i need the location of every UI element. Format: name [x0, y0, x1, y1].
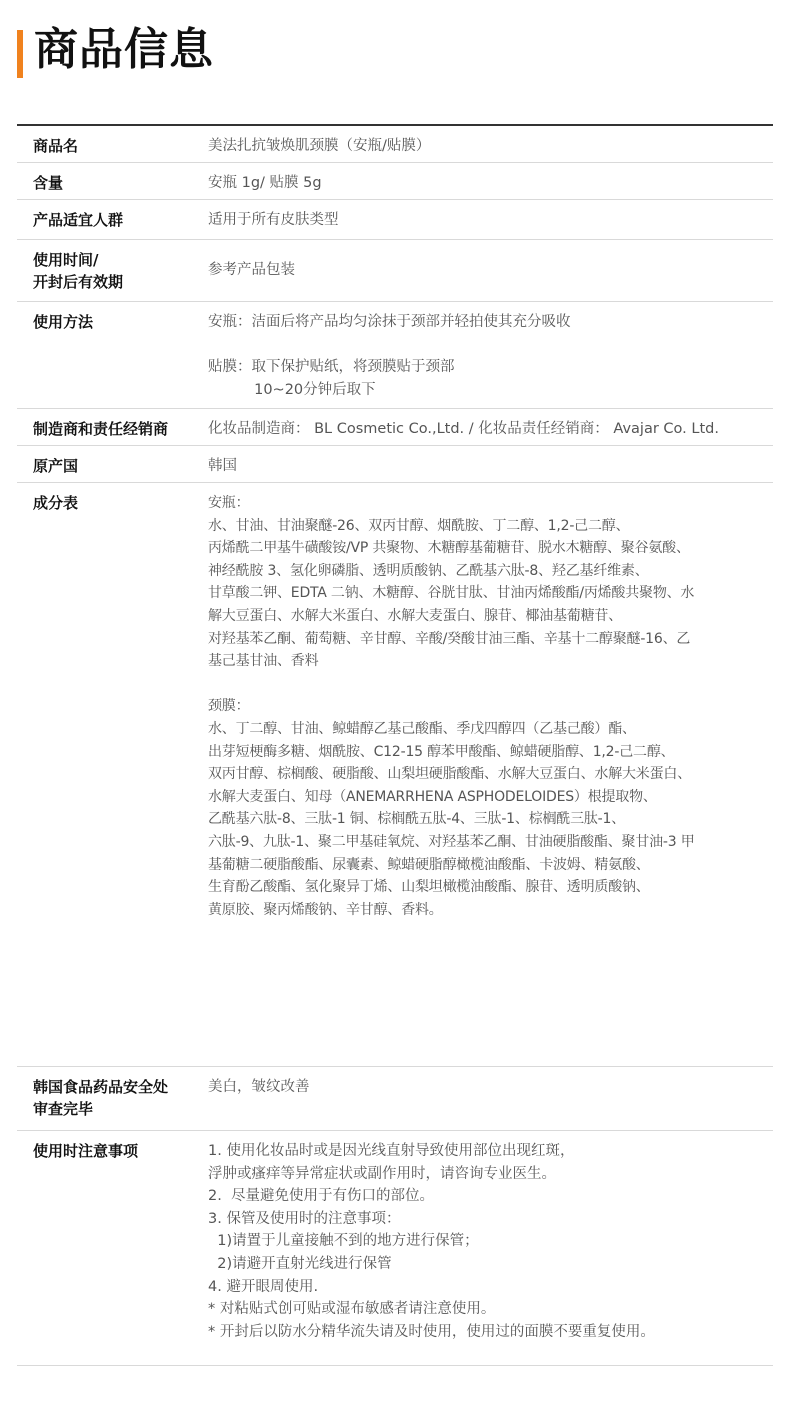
row-mfds-review — [17, 1067, 773, 1131]
row-value: 1. 使用化妆品时或是因光线直射导致使用部位出现红斑， 浮肿或瘙痒等异常症状或副作用时，请咨询专业医生。 2. 尽量避免使用于有伤口的部位。 3. 保管及使用时的注意事项： 1)请置于儿童接触不到的地方进行保管； 2)请避开直射光线进行保管 4. 避开眼周使用. * 对粘贴式创可贴或湿布敏感者请注意使用。 * 开封后以防水分精华流失请及时使用，使用过的面膜不要重复使用。 — [208, 1143, 655, 1340]
row-value: 化妆品制造商： BL Cosmetic Co.,Ltd. / 化妆品责任经销商： Avajar Co. Ltd. — [208, 421, 719, 437]
row-label: 含量 — [33, 174, 64, 192]
page-title: 商品信息 — [34, 24, 214, 75]
row-product-name — [17, 126, 773, 163]
row-shelf-life — [17, 240, 773, 302]
row-volume — [17, 163, 773, 200]
row-precautions — [17, 1131, 773, 1366]
row-value: 安瓶：洁面后将产品均匀涂抹于颈部并轻拍使其充分吸收 贴膜：取下保护贴纸，将颈膜贴于颈部 10~20分钟后取下 — [208, 314, 571, 398]
row-label: 商品名 — [33, 137, 79, 155]
row-ingredients — [17, 483, 773, 1067]
row-label: 使用时注意事项 — [33, 1142, 139, 1160]
row-label: 使用方法 — [33, 313, 94, 331]
row-skin-type — [17, 200, 773, 240]
row-label: 成分表 — [33, 494, 79, 512]
row-usage — [17, 302, 773, 409]
product-info-table — [17, 124, 773, 1366]
row-origin — [17, 446, 773, 483]
row-value: 安瓶： 水、甘油、甘油聚醚-26、双丙甘醇、烟酰胺、丁二醇、1,2-己二醇、 丙烯酰二甲基牛磺酸铵/VP 共聚物、木糖醇基葡糖苷、脱水木糖醇、聚谷氨酸、 神经酰胺 3、氢化卵磷脂、透明质酸钠、乙酰基六肽-8、羟乙基纤维素、 甘草酸二钾、EDTA 二钠、木糖醇、谷胱甘肽、甘油丙烯酸酯/丙烯酸共聚物、水 解大豆蛋白、水解大米蛋白、水解大麦蛋白、腺苷、椰油基葡糖苷、 对羟基苯乙酮、葡萄糖、辛甘醇、辛酸/癸酸甘油三酯、辛基十二醇聚醚-16、乙 基己基甘油、香料 颈膜： 水、丁二醇、甘油、鲸蜡醇乙基己酸酯、季戊四醇四（乙基己酸）酯、 出芽短梗酶多糖、烟酰胺、C12-15 醇苯甲酸酯、鲸蜡硬脂醇、1,2-己二醇、 双丙甘醇、棕榈酸、硬脂酸、山梨坦硬脂酸酯、水解大豆蛋白、水解大米蛋白、 水解大麦蛋白、知母（ANEMARRHENA ASPHODELOIDES）根提取物、 乙酰基六肽-8、三肽-1 铜、棕榈酰五肽-4、三肽-1、棕榈酰三肽-1、 六肽-9、九肽-1、聚二甲基硅氧烷、对羟基苯乙酮、甘油硬脂酸酯、聚甘油-3 甲 基葡糖二硬脂酸酯、尿囊素、鲸蜡硬脂醇橄榄油酸酯、卡波姆、精氨酸、 生育酚乙酸酯、氢化聚异丁烯、山梨坦橄榄油酸酯、腺苷、透明质酸钠、 黄原胶、聚丙烯酸钠、辛甘醇、香料。 — [208, 495, 695, 918]
row-value: 美法扎抗皱焕肌颈膜（安瓶/贴膜） — [208, 138, 431, 154]
row-value: 韩国 — [208, 458, 237, 474]
row-label: 产品适宜人群 — [33, 211, 124, 229]
row-manufacturer — [17, 409, 773, 446]
row-value: 安瓶 1g/ 贴膜 5g — [208, 175, 322, 191]
accent-bar — [17, 30, 23, 78]
row-value: 适用于所有皮肤类型 — [208, 212, 339, 228]
row-label: 原产国 — [33, 457, 79, 475]
row-value: 美白，皱纹改善 — [208, 1079, 310, 1095]
row-label: 使用时间/ 开封后有效期 — [33, 251, 124, 291]
row-value: 参考产品包装 — [208, 262, 295, 279]
row-label: 制造商和责任经销商 — [33, 420, 169, 438]
row-label: 韩国食品药品安全处 审查完毕 — [33, 1078, 169, 1118]
